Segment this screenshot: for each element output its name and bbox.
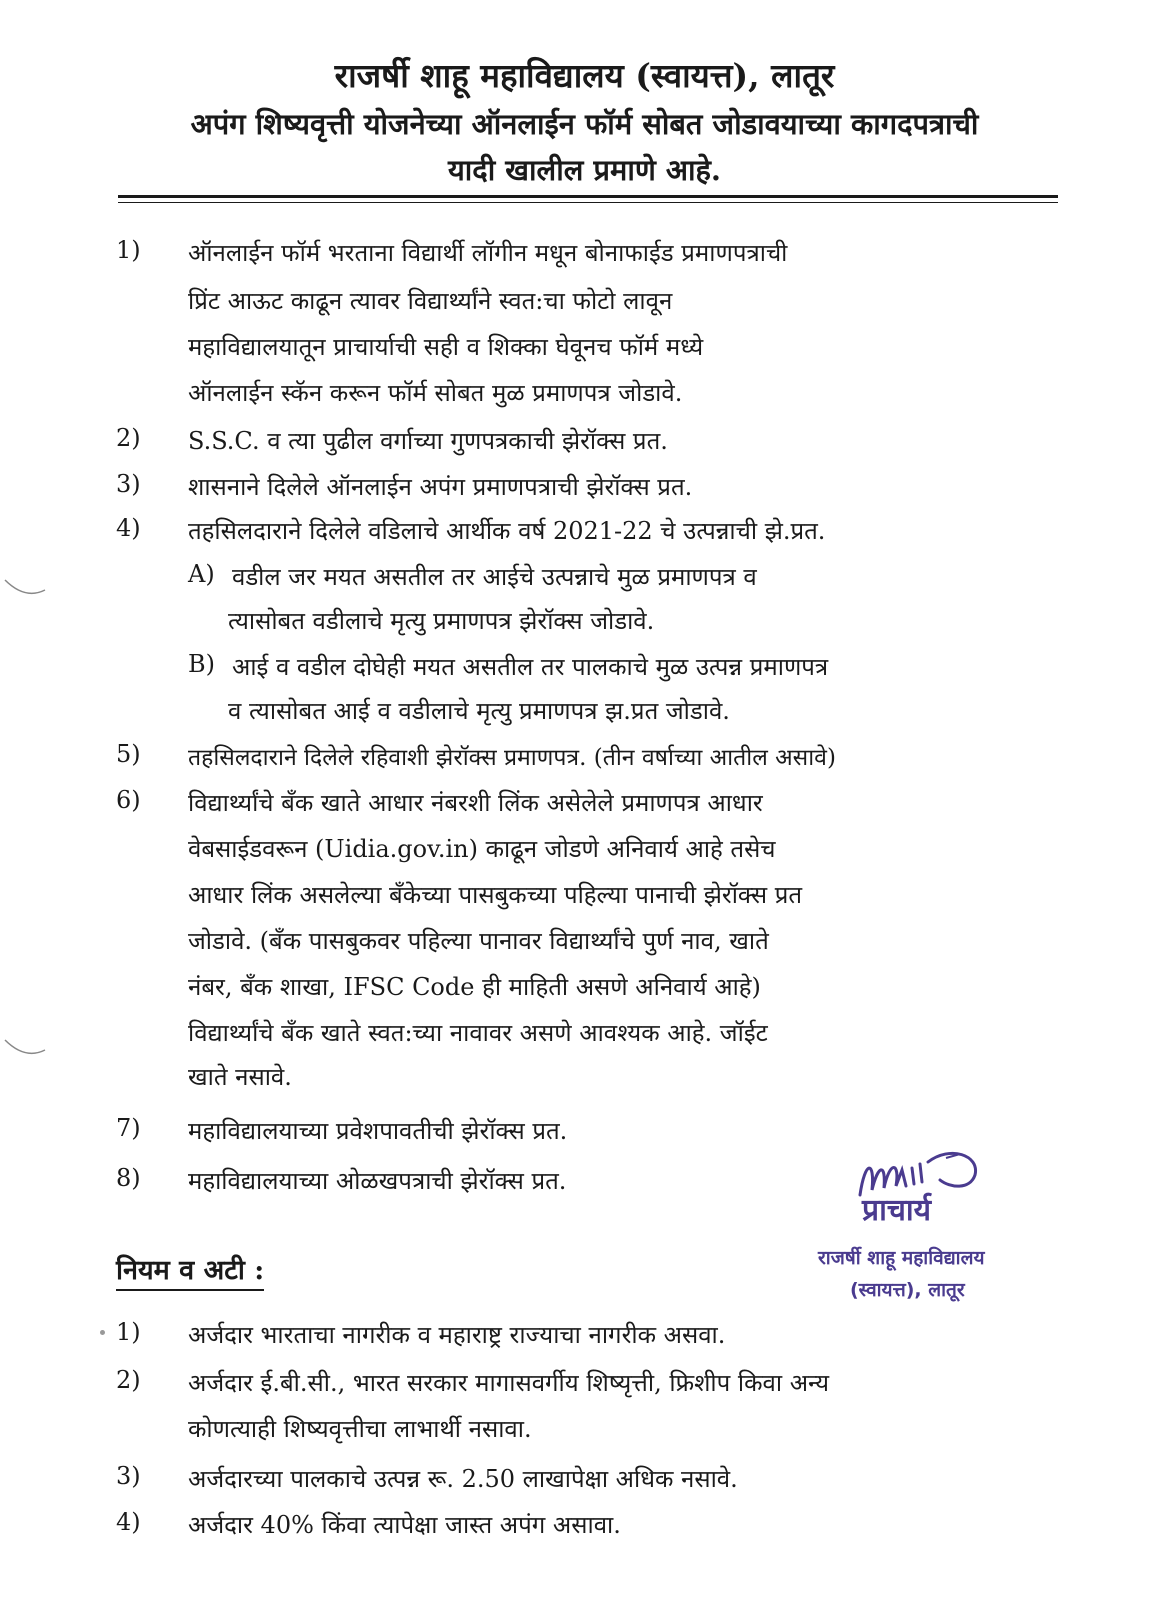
doc-item-line: खाते नसावे. [188,1063,292,1091]
doc-subitem-label: B) [188,650,215,678]
doc-item-line: S.S.C. व त्या पुढील वर्गाच्या गुणपत्रकाची झेरॉक्स प्रत. [188,427,668,455]
stamp-college-location: (स्वायत्त), लातूर [850,1279,965,1301]
doc-subitem-line: व त्यासोबत आई व वडीलाचे मृत्यु प्रमाणपत्र झ.प्रत जोडावे. [228,697,730,725]
doc-item-line: ऑनलाईन स्कॅन करून फॉर्म सोबत मुळ प्रमाणपत्र जोडावे. [188,379,683,407]
rule-item-number: 1) [116,1318,141,1346]
rule-item-line: अर्जदार 40% किंवा त्यापेक्षा जास्त अपंग असावा. [188,1511,621,1539]
doc-item-line: वेबसाईडवरून (Uidia.gov.in) काढून जोडणे अनिवार्य आहे तसेच [188,835,776,863]
doc-subitem-line: आई व वडील दोघेही मयत असतील तर पालकाचे मुळ उत्पन्न प्रमाणपत्र [232,653,829,681]
rule-item-line: कोणत्याही शिष्यवृत्तीचा लाभार्थी नसावा. [188,1415,532,1443]
rule-item-number: 3) [116,1462,141,1490]
doc-item-line: महाविद्यालयातून प्राचार्याची सही व शिक्का घेवूनच फॉर्म मध्ये [188,333,704,361]
doc-item-number: 3) [116,470,141,498]
college-title: राजर्षी शाहू महाविद्यालय (स्वायत्त), लातूर [334,56,835,95]
stamp-college-name: राजर्षी शाहू महाविद्यालय [818,1247,985,1269]
doc-subitem-label: A) [188,560,215,588]
rule-item-number: 2) [116,1366,141,1394]
doc-item-line: विद्यार्थ्यांचे बँक खाते स्वत:च्या नावावर असणे आवश्यक आहे. जॉईट [188,1019,768,1047]
bullet-dot [100,1330,105,1335]
doc-item-number: 8) [116,1164,141,1192]
doc-item-line: महाविद्यालयाच्या प्रवेशपावतीची झेरॉक्स प्रत. [188,1117,568,1145]
principal-title: प्राचार्य [862,1193,932,1228]
doc-item-number: 2) [116,424,141,452]
doc-item-line: शासनाने दिलेले ऑनलाईन अपंग प्रमाणपत्राची झेरॉक्स प्रत. [188,473,693,501]
rule-item-line: अर्जदारच्या पालकाचे उत्पन्न रू. 2.50 लाखापेक्षा अधिक नसावे. [188,1465,738,1493]
rules-heading: नियम व अटी : [116,1250,264,1291]
doc-subitem-line: वडील जर मयत असतील तर आईचे उत्पन्नाचे मुळ प्रमाणपत्र व [232,563,757,591]
doc-item-number: 6) [116,786,141,814]
doc-item-line: जोडावे. (बँक पासबुकवर पहिल्या पानावर विद्यार्थ्यांचे पुर्ण नाव, खाते [188,927,769,955]
doc-item-number: 4) [116,514,141,542]
document-subtitle-line2: यादी खालील प्रमाणे आहे. [447,153,722,187]
header-rule-thick [118,195,1058,198]
document-subtitle-line1: अपंग शिष्यवृत्ती योजनेच्या ऑनलाईन फॉर्म सोबत जोडावयाच्या कागदपत्राची [190,107,979,141]
doc-subitem-line: त्यासोबत वडीलाचे मृत्यु प्रमाणपत्र झेरॉक्स जोडावे. [228,607,655,635]
doc-item-line: महाविद्यालयाच्या ओळखपत्राची झेरॉक्स प्रत. [188,1167,567,1195]
doc-item-line: आधार लिंक असलेल्या बँकेच्या पासबुकच्या पहिल्या पानाची झेरॉक्स प्रत [188,881,803,909]
rule-item-line: अर्जदार भारताचा नागरीक व महाराष्ट्र राज्याचा नागरीक असवा. [188,1321,726,1349]
header-rule-thin [118,202,1058,203]
doc-item-line: तहसिलदाराने दिलेले वडिलाचे आर्थीक वर्ष 2021-22 चे उत्पन्नाची झे.प्रत. [188,517,826,545]
doc-item-line: नंबर, बँक शाखा, IFSC Code ही माहिती असणे अनिवार्य आहे) [188,973,761,1001]
doc-item-number: 1) [116,236,141,264]
doc-item-number: 5) [116,740,141,768]
scan-mark [0,570,50,610]
rule-item-number: 4) [116,1508,141,1536]
rule-item-line: अर्जदार ई.बी.सी., भारत सरकार मागासवर्गीय शिष्यृत्ती, फ्रिशीप किवा अन्य [188,1369,830,1397]
scan-mark [0,1030,50,1070]
doc-item-line: ऑनलाईन फॉर्म भरताना विद्यार्थी लॉगीन मधून बोनाफाईड प्रमाणपत्राची [188,239,788,267]
doc-item-number: 7) [116,1114,141,1142]
doc-item-line: प्रिंट आऊट काढून त्यावर विद्यार्थ्यांने स्वत:चा फोटो लावून [188,287,673,315]
doc-item-line: तहसिलदाराने दिलेले रहिवाशी झेरॉक्स प्रमाणपत्र. (तीन वर्षाच्या आतील असावे) [188,745,836,771]
doc-item-line: विद्यार्थ्यांचे बँक खाते आधार नंबरशी लिंक असेलेले प्रमाणपत्र आधार [188,789,763,817]
